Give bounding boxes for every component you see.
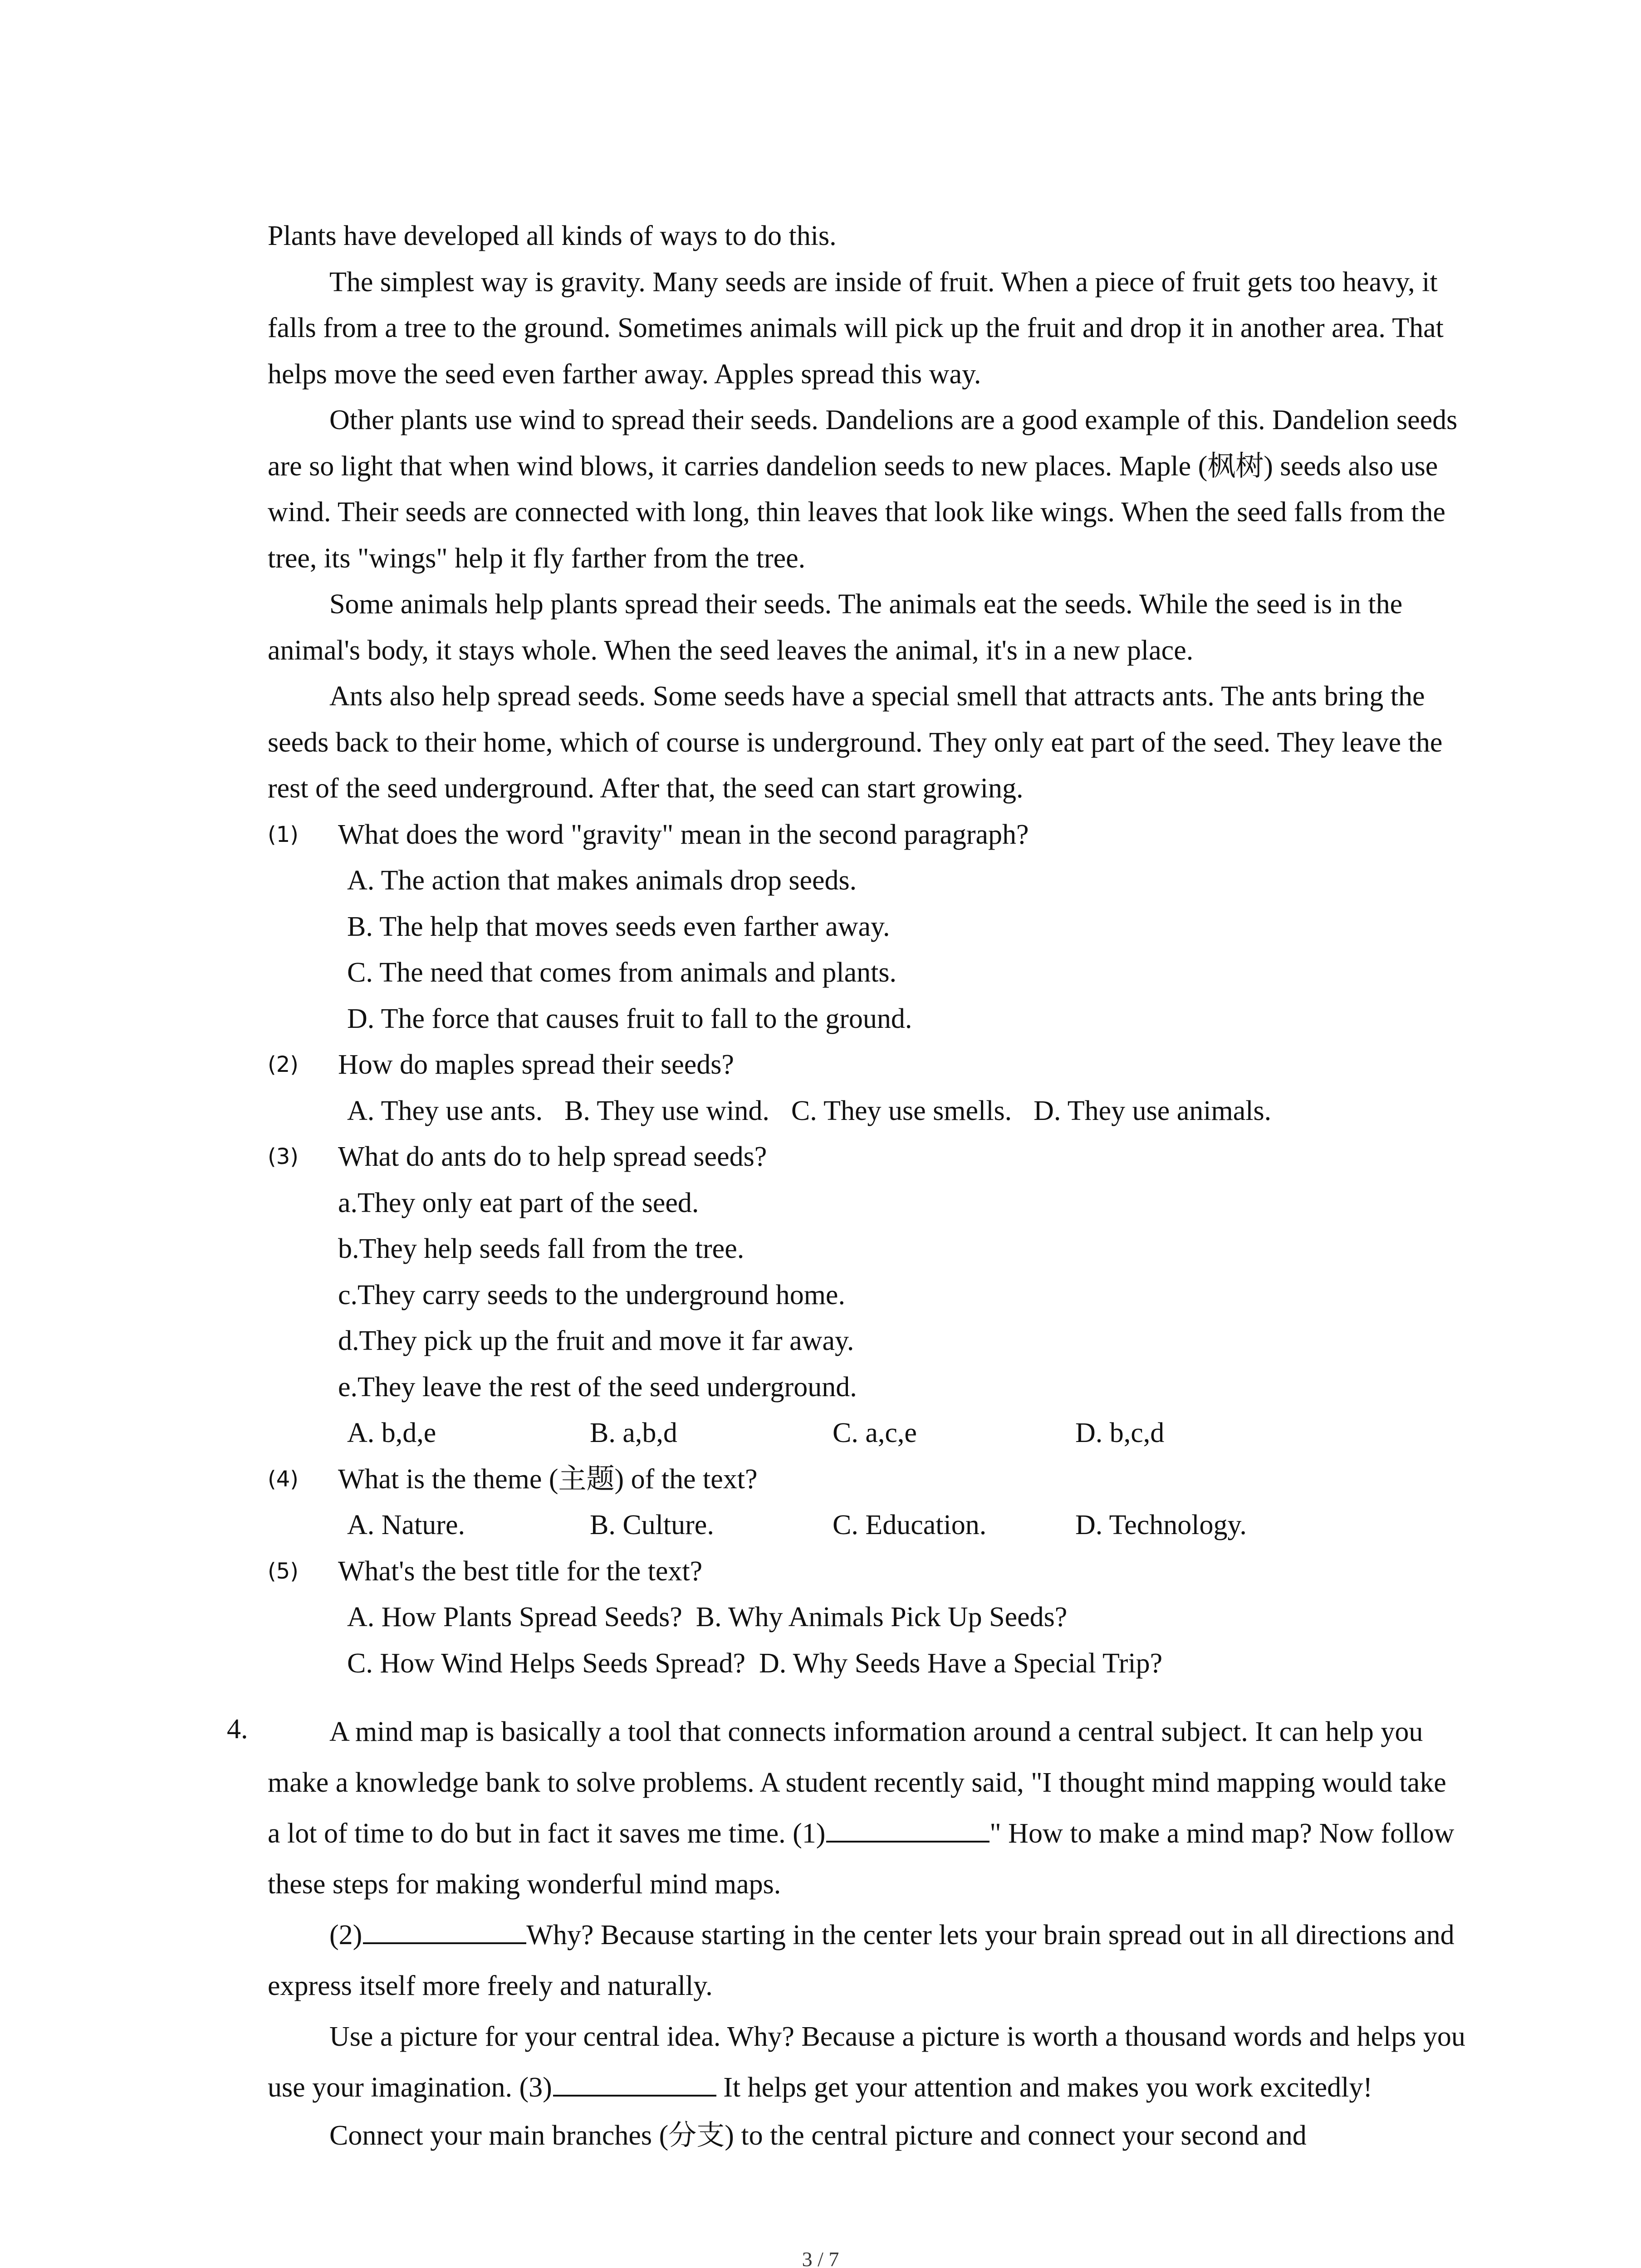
question-stem: What is the theme (主题) of the text? <box>338 1463 758 1495</box>
option-d: D. Why Seeds Have a Special Trip? <box>759 1647 1163 1679</box>
option-c: C. They use smells. <box>791 1095 1012 1126</box>
blank-3[interactable] <box>553 2068 716 2097</box>
option-d: D. The force that causes fruit to fall to the ground. <box>347 1003 912 1034</box>
question-number: (3) <box>268 1144 299 1169</box>
option-a: A. b,d,e <box>347 1418 436 1448</box>
option-a: A. They use ants. <box>347 1095 543 1126</box>
item4-paragraph-3 <box>268 2011 1465 2113</box>
question-4 <box>268 1457 1465 1503</box>
blank-2[interactable] <box>363 1915 526 1944</box>
question-stem: How do maples spread their seeds? <box>338 1049 734 1080</box>
option-c: C. a,c,e <box>833 1418 917 1448</box>
option-d: D. Technology. <box>1075 1510 1247 1540</box>
item4-paragraph-1 <box>268 1706 1465 1910</box>
passage-3 <box>227 213 1465 2159</box>
option-b: B. Why Animals Pick Up Seeds? <box>696 1602 1068 1633</box>
question-stem: What do ants do to help spread seeds? <box>338 1141 767 1172</box>
question-stem: What's the best title for the text? <box>338 1555 703 1587</box>
option-c: C. The need that comes from animals and plants. <box>347 957 896 988</box>
text: (2) <box>329 1920 362 1950</box>
item4-paragraph-2 <box>268 1910 1465 2011</box>
option-b: B. The help that moves seeds even farther away. <box>347 911 890 942</box>
paragraph-1: Plants have developed all kinds of ways to do this. <box>268 220 837 251</box>
option-b: B. Culture. <box>590 1510 714 1540</box>
item4-paragraph-4: Connect your main branches (分支) to the central picture and connect your second and <box>329 2120 1307 2151</box>
options-row <box>268 1410 1465 1457</box>
text: A mind map is basically a tool that connects information around a central subject. It can help you make a knowledge bank to solve problems. A student recently said, "I thought mind mapping would take a lot of time to do but in fact it saves me time. (1) <box>268 1716 1446 1849</box>
options-row <box>268 1502 1465 1549</box>
option-b: B. They use wind. <box>564 1095 769 1126</box>
text: Why? Because starting in the center lets your brain spread out in all directions and express itself more freely and naturally. <box>268 1920 1455 2001</box>
options-row <box>268 1088 1465 1134</box>
question-2 <box>268 1042 1465 1088</box>
option-a: A. Nature. <box>347 1510 465 1540</box>
question-3 <box>268 1134 1465 1180</box>
question-number: (1) <box>268 821 299 847</box>
option-b: B. a,b,d <box>590 1418 677 1448</box>
question-number: (5) <box>268 1558 299 1584</box>
option-d: D. b,c,d <box>1075 1418 1165 1448</box>
option-c: C. How Wind Helps Seeds Spread? <box>347 1647 746 1679</box>
option-a: A. How Plants Spread Seeds? <box>347 1602 682 1633</box>
statement-b: b.They help seeds fall from the tree. <box>338 1233 745 1264</box>
paragraph-2: The simplest way is gravity. Many seeds are inside of fruit. When a piece of fruit gets too heavy, it falls from a tree to the ground. Sometimes animals will pick up the fruit and drop it in another area. That helps move the seed even farther away. Apples spread this way. <box>268 266 1444 390</box>
text: " How to make a mind map? Now follow these steps for making wonderful mind maps. <box>268 1818 1455 1900</box>
question-5 <box>268 1549 1465 1595</box>
statement-d: d.They pick up the fruit and move it far away. <box>338 1325 854 1356</box>
text: Use a picture for your central idea. Why? Because a picture is worth a thousand words and helps you use your imagination. (3) <box>268 2021 1465 2103</box>
question-stem: What does the word "gravity" mean in the second paragraph? <box>338 819 1029 850</box>
statement-e: e.They leave the rest of the seed underground. <box>338 1371 857 1403</box>
statement-a: a.They only eat part of the seed. <box>338 1187 699 1218</box>
question-number: (4) <box>268 1466 299 1492</box>
option-a: A. The action that makes animals drop seeds. <box>347 865 857 896</box>
blank-1[interactable] <box>826 1813 989 1843</box>
paragraph-5: Ants also help spread seeds. Some seeds have a special smell that attracts ants. The ants bring the seeds back to their home, which of course is underground. They only eat part of the seed. They leave the rest of the seed underground. After that, the seed can start growing. <box>268 681 1443 804</box>
page-number: 3 / 7 <box>802 2248 839 2268</box>
option-d: D. They use animals. <box>1034 1095 1272 1126</box>
text: It helps get your attention and makes you work excitedly! <box>716 2072 1373 2103</box>
question-1 <box>268 812 1465 858</box>
question-number: (2) <box>268 1052 299 1077</box>
paragraph-3: Other plants use wind to spread their seeds. Dandelions are a good example of this. Dandelion seeds are so light that when wind blows, it carries dandelion seeds to new places. Maple (枫树) seeds also use wind. Their seeds are connected with long, thin leaves that look like wings. When the seed falls from the tree, its "wings" help it fly farther from the tree. <box>268 405 1458 574</box>
options-row <box>268 1641 1465 1687</box>
options-row <box>268 1594 1465 1641</box>
paragraph-4: Some animals help plants spread their seeds. The animals eat the seeds. While the seed is in the animal's body, it stays whole. When the seed leaves the animal, it's in a new place. <box>268 589 1403 666</box>
statement-c: c.They carry seeds to the underground home. <box>338 1279 845 1310</box>
item-4 <box>227 1706 1465 2159</box>
option-c: C. Education. <box>833 1510 987 1540</box>
item-number: 4. <box>227 1714 248 1745</box>
